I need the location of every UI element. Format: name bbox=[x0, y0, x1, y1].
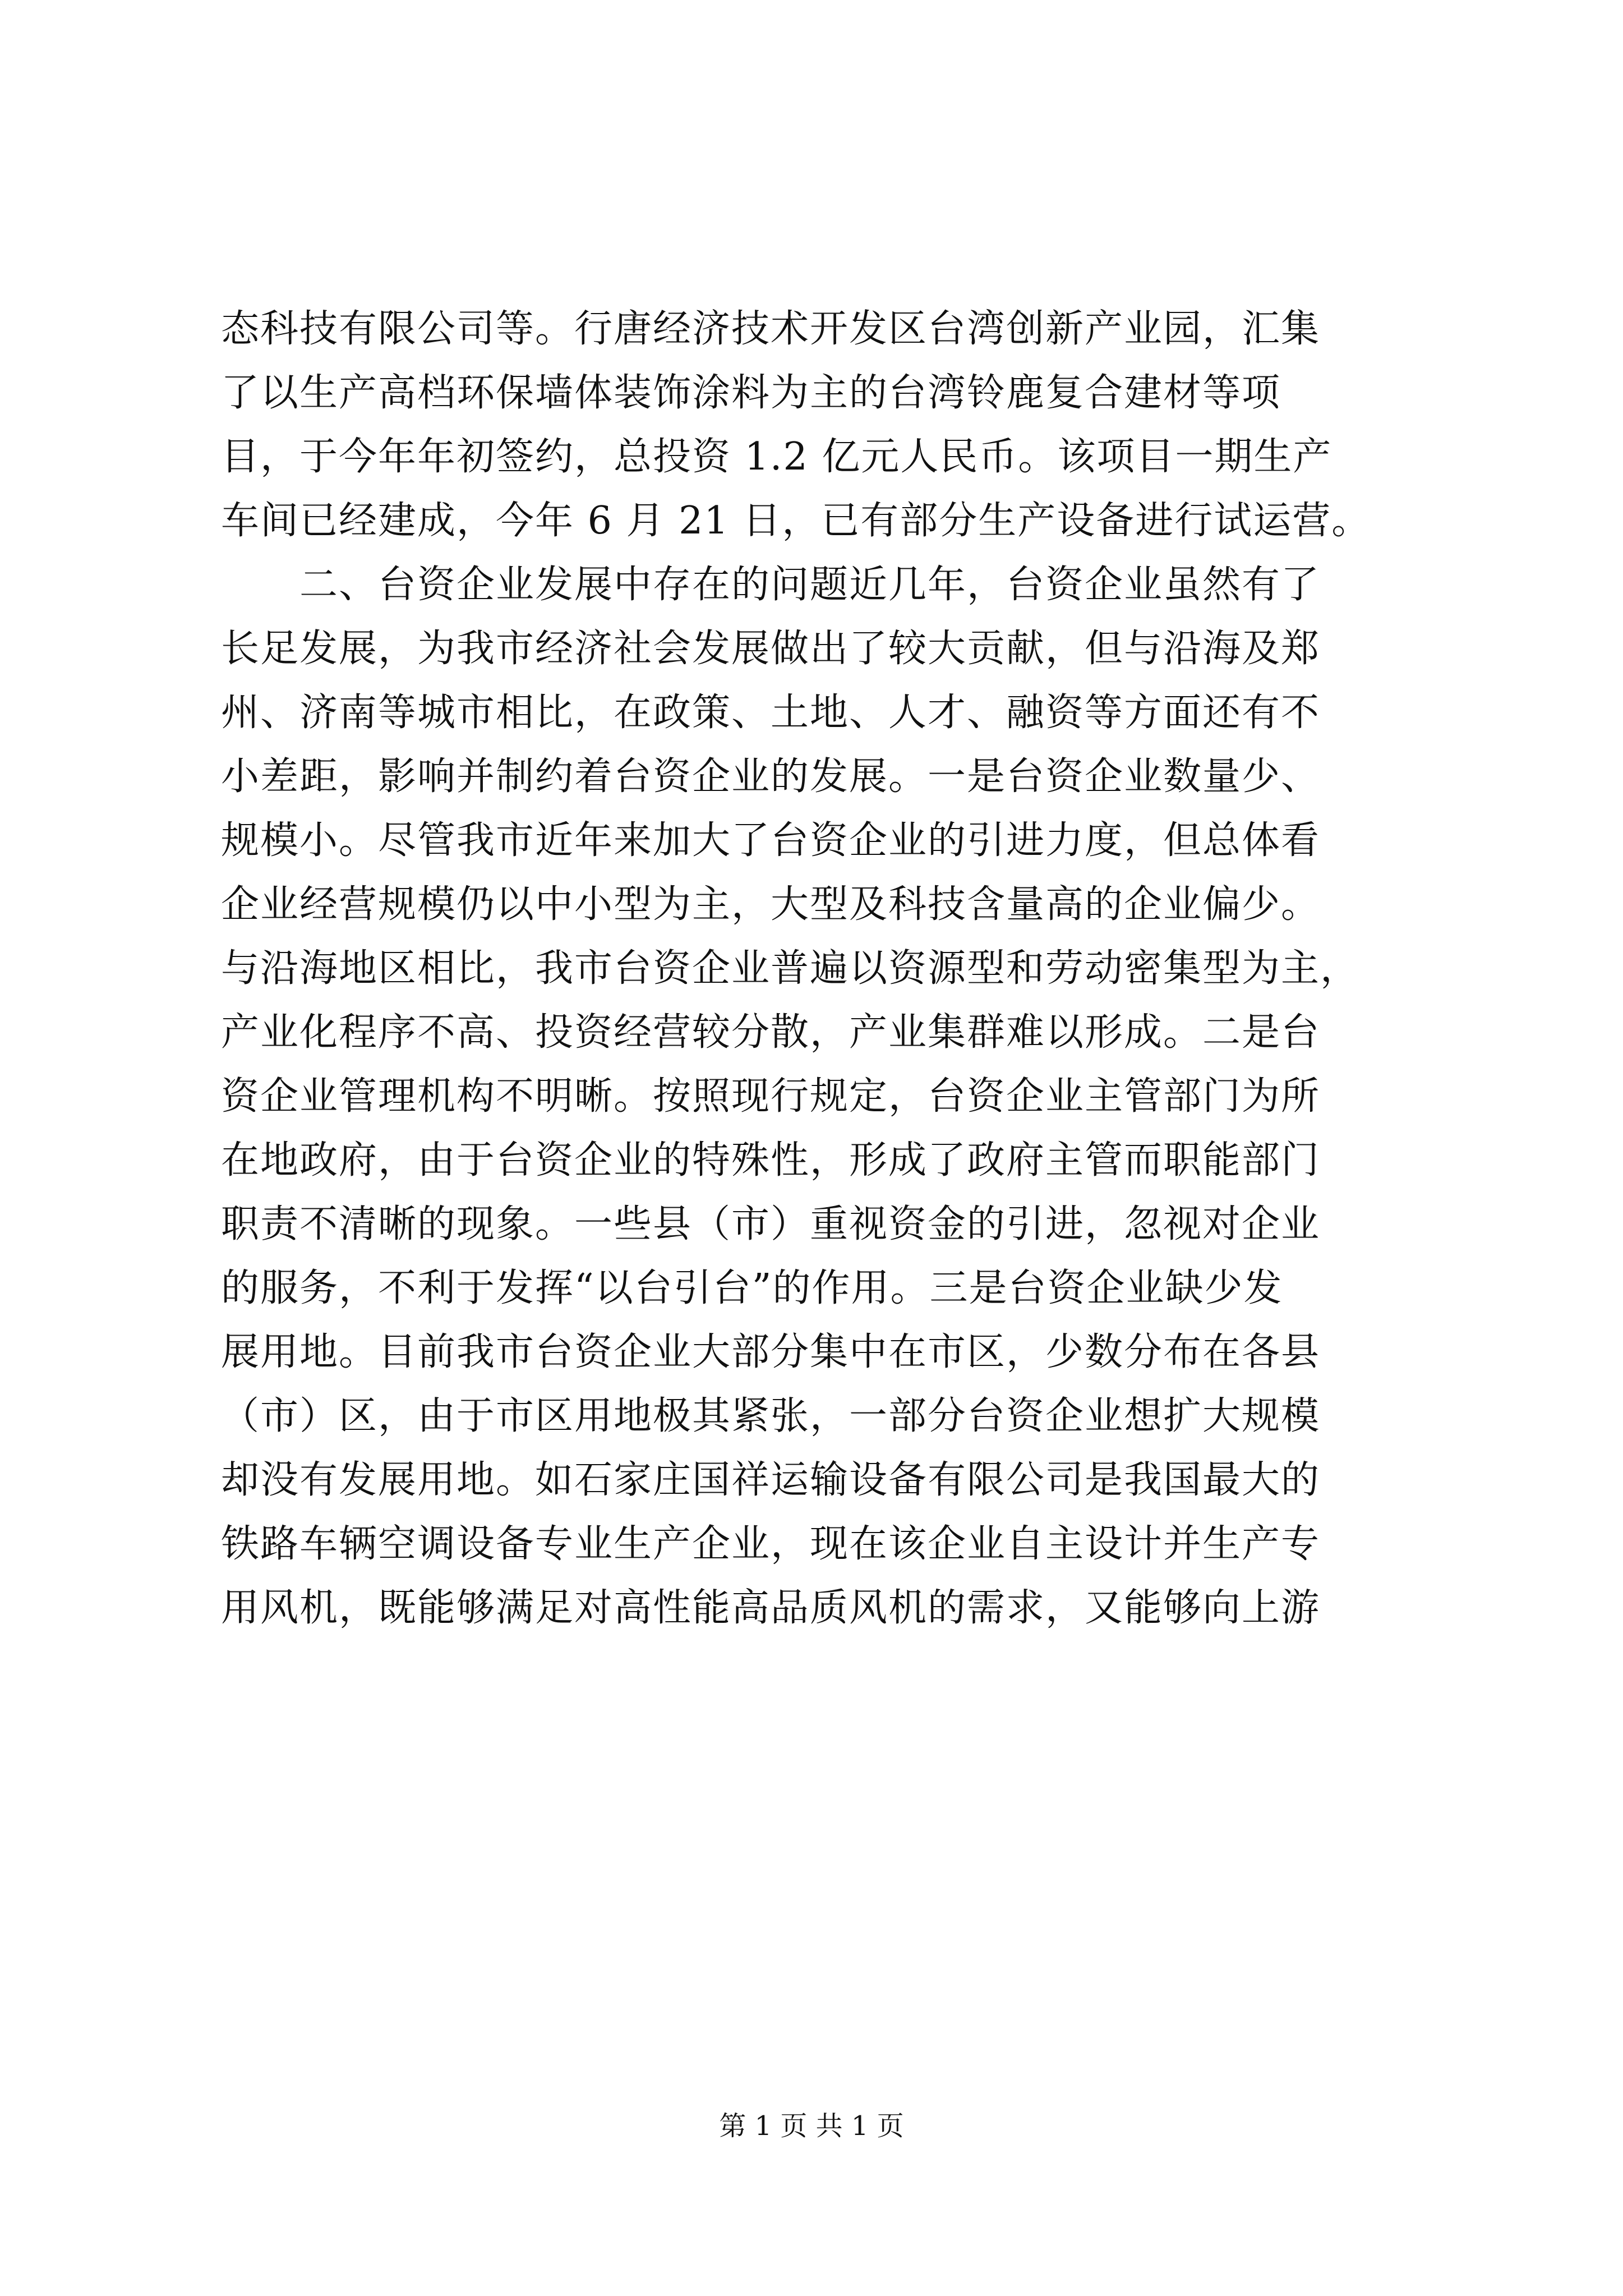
text-line: 职责不清晰的现象。一些县（市）重视资金的引进，忽视对企业 bbox=[221, 1202, 1321, 1246]
text-line: 资企业管理机构不明晰。按照现行规定，台资企业主管部门为所 bbox=[221, 1074, 1321, 1119]
text-line: 在地政府，由于台资企业的特殊性，形成了政府主管而职能部门 bbox=[221, 1138, 1321, 1182]
text-line: 小差距，影响并制约着台资企业的发展。一是台资企业数量少、 bbox=[221, 754, 1321, 799]
text-line: 展用地。目前我市台资企业大部分集中在市区，少数分布在各县 bbox=[221, 1330, 1321, 1374]
text-line: 长足发展，为我市经济社会发展做出了较大贡献，但与沿海及郑 bbox=[221, 627, 1321, 671]
text-line: 却没有发展用地。如石家庄国祥运输设备有限公司是我国最大的 bbox=[221, 1458, 1321, 1502]
text-line: 与沿海地区相比，我市台资企业普遍以资源型和劳动密集型为主， bbox=[221, 946, 1360, 991]
text-line: 车间已经建成，今年 6 月 21 日，已有部分生产设备进行试运营。 bbox=[221, 499, 1371, 543]
text-line: 产业化程序不高、投资经营较分散，产业集群难以形成。二是台 bbox=[221, 1010, 1321, 1055]
body-text bbox=[221, 297, 1415, 1640]
text-line: 州、济南等城市相比，在政策、土地、人才、融资等方面还有不 bbox=[221, 691, 1321, 735]
text-line: 态科技有限公司等。行唐经济技术开发区台湾创新产业园，汇集 bbox=[221, 307, 1321, 351]
text-line: 目，于今年年初签约，总投资 1.2 亿元人民币。该项目一期生产 bbox=[221, 435, 1332, 479]
page-number-label: 第 1 页 共 1 页 bbox=[719, 2110, 904, 2142]
text-line: （市）区，由于市区用地极其紧张，一部分台资企业想扩大规模 bbox=[221, 1394, 1321, 1438]
text-line: 铁路车辆空调设备专业生产企业，现在该企业自主设计并生产专 bbox=[221, 1522, 1321, 1566]
text-line: 规模小。尽管我市近年来加大了台资企业的引进力度，但总体看 bbox=[221, 818, 1321, 863]
text-line: 企业经营规模仍以中小型为主，大型及科技含量高的企业偏少。 bbox=[221, 882, 1321, 927]
text-line: 了以生产高档环保墙体装饰涂料为主的台湾铃鹿复合建材等项 bbox=[221, 371, 1281, 415]
page-footer bbox=[0, 2109, 1623, 2143]
text-line: 用风机，既能够满足对高性能高品质风机的需求，又能够向上游 bbox=[221, 1586, 1321, 1630]
text-line: 二、台资企业发展中存在的问题近几年，台资企业虽然有了 bbox=[221, 563, 1321, 607]
text-line: 的服务，不利于发挥“以台引台”的作用。三是台资企业缺少发 bbox=[221, 1266, 1283, 1310]
